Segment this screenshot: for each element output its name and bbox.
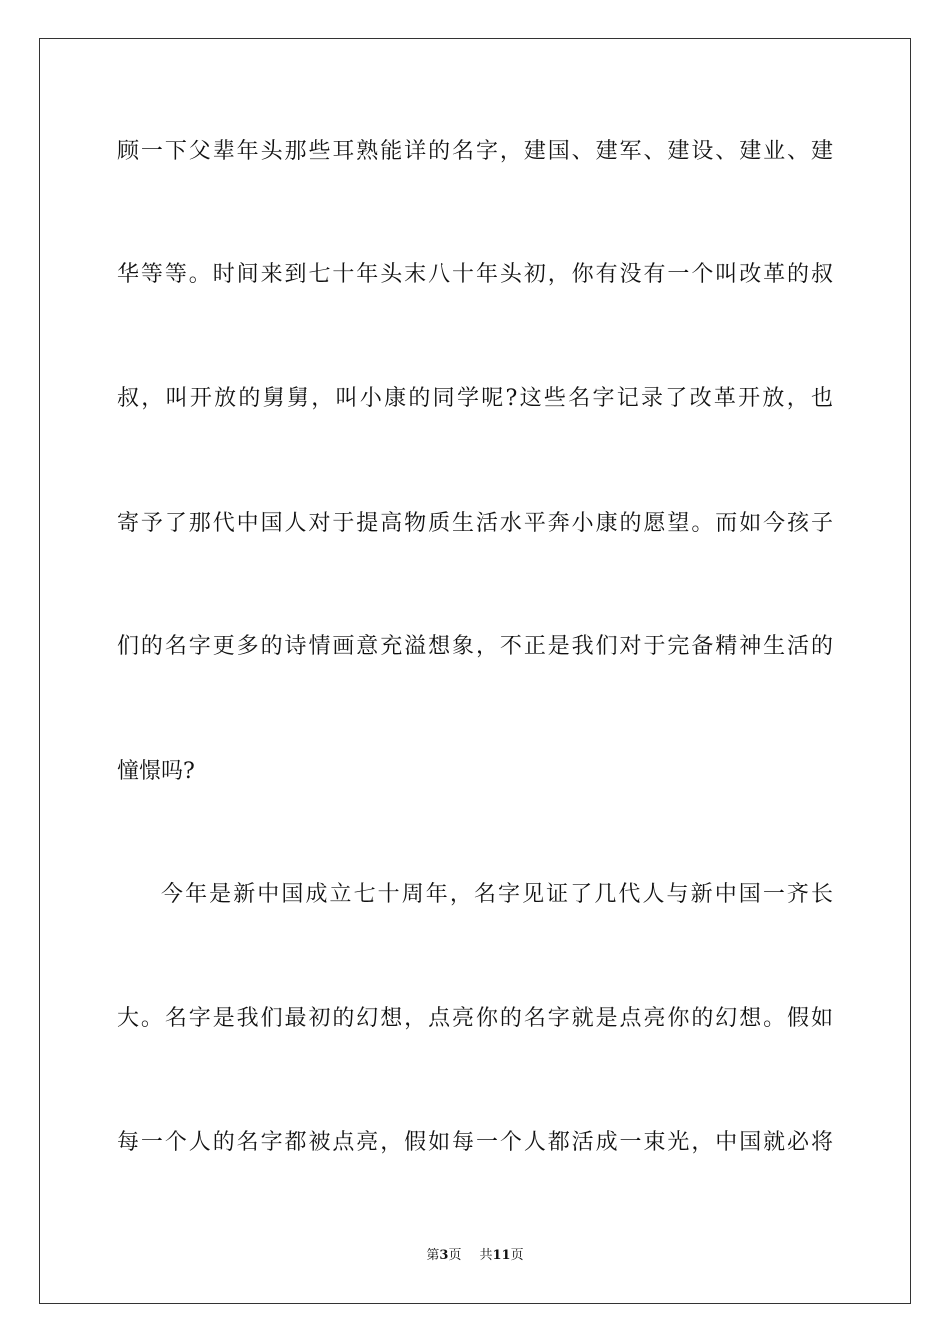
total-label-suffix: 页	[510, 1248, 524, 1263]
body-line: 寄予了那代中国人对于提高物质生活水平奔小康的愿望。而如今孩子	[117, 511, 833, 536]
body-line: 们的名字更多的诗情画意充溢想象，不正是我们对于完备精神生活的	[117, 634, 833, 659]
paragraph-first-line: 今年是新中国成立七十周年，名字见证了几代人与新中国一齐长	[161, 882, 833, 907]
body-line: 大。名字是我们最初的幻想，点亮你的名字就是点亮你的幻想。假如	[117, 1006, 833, 1031]
body-line: 叔，叫开放的舅舅，叫小康的同学呢?这些名字记录了改革开放，也	[117, 386, 833, 411]
total-page-count: 11	[492, 1248, 511, 1263]
body-line: 每一个人的名字都被点亮，假如每一个人都活成一束光，中国就必将	[117, 1130, 833, 1155]
body-line: 华等等。时间来到七十年头末八十年头初，你有没有一个叫改革的叔	[117, 262, 833, 287]
page-frame	[39, 38, 911, 1304]
page-label-prefix: 第	[426, 1248, 440, 1263]
page-label-suffix: 页	[448, 1248, 462, 1263]
page-footer	[0, 1247, 950, 1265]
total-label-prefix: 共	[479, 1248, 493, 1263]
current-page-number: 3	[439, 1248, 449, 1263]
body-line: 憧憬吗?	[117, 759, 195, 784]
body-line: 顾一下父辈年头那些耳熟能详的名字，建国、建军、建设、建业、建	[117, 139, 833, 164]
